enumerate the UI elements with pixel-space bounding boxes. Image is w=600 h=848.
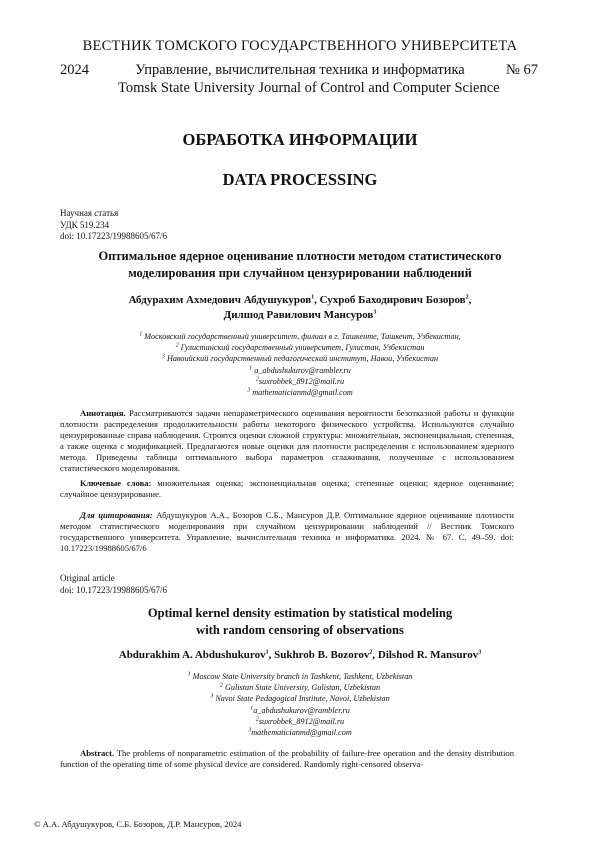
- email-en-2: suxrobbek_8912@mail.ru: [258, 716, 345, 726]
- affiliation-en-2: Gulistan State University, Gulistan, Uzbekistan: [224, 683, 381, 693]
- title-ru-line-2: моделирования при случайном цензурировании наблюдений: [128, 266, 472, 280]
- affiliation-en-3: Navoi State Pedagogical Institute, Navoi, Uzbekistan: [215, 694, 390, 704]
- keywords-ru: [60, 478, 514, 500]
- article-type-en: Original article: [60, 573, 115, 583]
- title-en-line-2: with random censoring of observations: [196, 623, 404, 637]
- authors-en: Abdurakhim A. Abdushukurov$^1$, Sukhrob B. Bozorov$^2$, Dilshod R. Mansurov$^3$: [118, 649, 482, 661]
- author-ru-2: Сухроб Баходирович Бозоров: [319, 294, 466, 306]
- abstract-label-ru: Аннотация.: [80, 408, 126, 418]
- affiliation-ru-2: Гулистанский государственный университет, Гулистан, Узбекистан: [180, 343, 425, 353]
- affiliation-ru-3: Навоийский государственный педагогический институт, Навои, Узбекистан: [166, 354, 439, 364]
- author-ru-3: Дилшод Равилович Мансуров: [223, 309, 374, 321]
- udc-code: УДК 519.234: [60, 219, 110, 230]
- affiliation-en-1: Moscow State University branch in Tashkent, Tashkent, Uzbekistan: [192, 672, 413, 681]
- email-en-1: a_abdushukurov@rambler.ru: [253, 705, 350, 715]
- article-title-en: [60, 605, 540, 639]
- affiliation-ru-1: Московский государственный университет, филиал в г. Ташкенте, Ташкент, Узбекистан,: [144, 332, 461, 341]
- keywords-text-ru: множительная оценка; экспоненциальная оценка; степенные оценки; ядерное оценивание; случайное цензурирование.: [60, 478, 514, 499]
- abstract-label-en: Abstract.: [80, 748, 115, 758]
- citation-label-ru: Для цитирования:: [80, 510, 153, 520]
- affiliations-en: $^1$ Moscow State University branch in Tashkent, Tashkent, Uzbekistan $^2$ Gulistan State University, Gulistan, Uzbekistan $^3$ Navoi State Pedagogical Institute, Navoi, Uzbekistan $^1$a_abdushukurov@rambler.ru $^2$suxrobbek_8912@mail.ru $^3$mathematicianmd@gmail.com: [187, 671, 413, 738]
- title-ru-line-1: Оптимальное ядерное оценивание плотности методом статистического: [98, 249, 502, 263]
- article-meta-ru: [60, 208, 167, 243]
- email-ru-3: mathematicianmd@gmail.com: [252, 388, 353, 398]
- journal-title: ВЕСТНИК ТОМСКОГО ГОСУДАРСТВЕННОГО УНИВЕРСИТЕТА: [82, 38, 518, 54]
- abstract-en: [60, 748, 514, 770]
- copyright-notice: © А.А. Абдушукуров, С.Б. Бозоров, Д.Р. Мансуров, 2024: [34, 819, 242, 829]
- authors-ru: Абдурахим Ахмедович Абдушукуров$^1$, Сухроб Баходирович Бозоров$^2$, Дилшод Равилович Мансуров$^3$: [128, 294, 472, 321]
- section-heading-en: DATA PROCESSING: [222, 170, 378, 189]
- author-en-2: Sukhrob B. Bozorov: [274, 649, 370, 661]
- section-heading-ru: ОБРАБОТКА ИНФОРМАЦИИ: [182, 130, 418, 149]
- article-title-ru: [60, 248, 540, 282]
- title-en-line-1: Optimal kernel density estimation by statistical modeling: [147, 606, 453, 620]
- article-type-ru: Научная статья: [60, 208, 119, 218]
- author-en-3: Dilshod R. Mansurov: [377, 649, 479, 661]
- email-en-3: mathematicianmd@gmail.com: [251, 728, 352, 738]
- journal-title-en: Tomsk State University Journal of Control and Computer Science: [118, 80, 500, 96]
- abstract-ru: [60, 408, 514, 473]
- article-meta-en: [60, 573, 167, 596]
- publication-year: 2024: [60, 62, 89, 78]
- journal-series: Управление, вычислительная техника и информатика: [135, 62, 465, 78]
- doi-ru: doi: 10.17223/19988605/67/6: [60, 231, 168, 241]
- citation-ru: [60, 510, 514, 554]
- doi-en: doi: 10.17223/19988605/67/6: [60, 584, 168, 595]
- author-en-1: Abdurakhim A. Abdushukurov: [118, 649, 266, 661]
- email-ru-1: a_abdushukurov@rambler.ru: [254, 365, 351, 375]
- keywords-label-ru: Ключевые слова:: [80, 478, 152, 488]
- abstract-text-ru: Рассматриваются задачи непараметрического оценивания вероятности безотказной работы и функции плотности распределения продолжительности работы некоторого физического устройства. Используются случайно цензурированные справа наблюдения. Строятся оценки сложной структуры: множительная, экспоненциальная, степенная, а также оценка с модификацией. Предлагаются новые оценки для плотности распределения с использованием ядерного метода. Приведены таблицы оптимального выбора параметров сглаживания, полученные с использованием статистического моделирования.: [60, 408, 515, 473]
- abstract-text-en: The problems of nonparametric estimation of the probability of failure-free operation and the density distribution function of the operating time of some physical device are considered. Randomly right-censored observa-: [60, 748, 514, 769]
- citation-text-ru: Абдушукуров А.А., Бозоров С.Б., Мансуров Д.Р. Оптимальное ядерное оценивание плотности методом статистического моделирования при случайном цензурировании наблюдений // Вестник Томского государственного университета. Управление, вычислительная техника и информатика. 2024. № 67. С. 49–59. doi: 10.17223/19988605/67/6: [60, 510, 515, 553]
- affiliations-ru: $^1$ Московский государственный университет, филиал в г. Ташкенте, Ташкент, Узбекистан, $^2$ Гулистанский государственный университет, Гулистан, Узбекистан $^3$ Навоийский государственный педагогический институт, Навои, Узбекистан $^1$ a_abdushukurov@rambler.ru $^2$suxrobbek_8912@mail.ru $^3$ mathematicianmd@gmail.com: [139, 331, 461, 398]
- author-ru-1: Абдурахим Ахмедович Абдушукуров: [128, 294, 312, 306]
- email-ru-2: suxrobbek_8912@mail.ru: [258, 376, 345, 386]
- issue-number: № 67: [506, 62, 538, 78]
